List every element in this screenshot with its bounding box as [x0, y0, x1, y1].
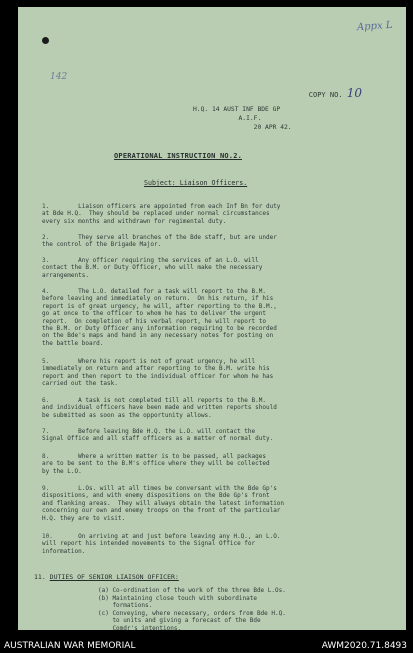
duties-number: 11.: [34, 573, 46, 581]
duty-item: (a) Co-ordination of the work of the three Bde L.Os.: [98, 587, 286, 594]
archive-accession: AWM2020.71.8493: [321, 641, 407, 651]
archive-footer: [0, 633, 413, 653]
copy-number: [309, 86, 362, 100]
paragraph-text: A task is not completed till all reports to the B.M. and individual officers have been made and written reports should be submitted as soon as the opportunity allows.: [42, 397, 277, 419]
paragraph-text: Where his report is not of great urgency, he will immediately on return and after reporting to the B.M. write his report and then report to the individual officer for whom he has carried out the task.: [42, 358, 274, 388]
paragraph-number: 6.: [42, 397, 50, 404]
paragraph-number: 1.: [42, 203, 50, 210]
paragraph: [42, 358, 390, 388]
paragraph: [42, 533, 390, 555]
duty-item: (c) Conveying, where necessary, orders from Bde H.Q. to units and giving a forecast of the Bde Comdr's intentions.: [98, 610, 286, 630]
paragraph: [42, 453, 390, 475]
paragraph: [42, 234, 390, 249]
duties-heading-text: DUTIES OF SENIOR LIAISON OFFICER:: [49, 573, 179, 581]
headquarters-block: [193, 105, 292, 132]
duties-heading: [34, 573, 179, 581]
hq-line: H.Q. 14 AUST INF BDE GP: [193, 106, 281, 113]
punch-hole: [42, 37, 49, 44]
archive-name: AUSTRALIAN WAR MEMORIAL: [4, 641, 136, 651]
paragraph-text: Where a written matter is to be passed, all packages are to be sent to the B.M's office where they will be collected by the L.O.: [42, 453, 270, 475]
paragraph-number: 7.: [42, 428, 50, 435]
appendix-note: Appx L: [356, 19, 393, 34]
paragraph: [42, 288, 390, 347]
document-page: [18, 7, 406, 630]
paragraph-text: They serve all branches of the Bde staff, but are under the control of the Brigade Major.: [42, 234, 277, 249]
paragraph-text: Any officer requiring the services of an L.O. will contact the B.M. or Duty Officer, who will make the necessary arrangements.: [42, 257, 263, 279]
duty-item: (b) Maintaining close touch with subordinate formations.: [98, 595, 257, 610]
hq-line: A.I.F.: [238, 115, 262, 122]
paragraph-number: 8.: [42, 453, 50, 460]
paragraph: [42, 428, 390, 443]
document-subject: Subject: Liaison Officers.: [144, 179, 248, 187]
paragraph-number: 9.: [42, 485, 50, 492]
document-title: OPERATIONAL INSTRUCTION NO.2.: [114, 152, 243, 160]
paragraph-number: 4.: [42, 288, 50, 295]
copy-number-value: 10: [346, 86, 362, 100]
paragraph-text: Liaison officers are appointed from each Inf Bn for duty at Bde H.Q. They should be replaced under normal circumstances every six months and withdrawn for regimental duty.: [42, 203, 281, 225]
paragraph-number: 10.: [42, 533, 53, 540]
paragraph-number: 2.: [42, 234, 50, 241]
paragraph-text: L.Os. will at all times be conversant with the Bde Gp's dispositions, and with enemy dispositions on the Bde Gp's front and flanking areas. They will always obtain the latest information concerning our own and enemy troops on the front of the particular H.Q. they are to visit.: [42, 485, 285, 522]
reference-number: [50, 72, 67, 82]
paragraph-text: Before leaving Bde H.Q. the L.O. will contact the Signal Office and all staff officers as a matter of normal duty.: [42, 428, 274, 443]
paragraph-text: On arriving at and just before leaving any H.Q., an L.O. will report his intended movements to the Signal Office for information.: [42, 533, 281, 555]
paragraph-number: 3.: [42, 257, 50, 264]
copy-label: COPY NO.: [308, 91, 343, 99]
paragraph: [42, 203, 390, 225]
paragraph: [42, 257, 390, 279]
paragraph-text: The L.O. detailed for a task will report to the B.M. before leaving and immediately on return. On his return, if his report is of great urgency, he will, after reporting to the B.M., go at once to the officer to whom he has to deliver the urgent report. On completion of his verbal report, he will report to the B.M. or Duty Officer any information requiring to be recorded on the Bde's maps and hand in any necessary notes for posting on the battle board.: [42, 288, 277, 347]
hq-line: 20 APR 42.: [253, 124, 292, 131]
paragraph: [42, 485, 390, 522]
reference-number-value: 142: [50, 72, 68, 82]
paragraph-number: 5.: [42, 358, 50, 365]
paragraph: [42, 397, 390, 419]
